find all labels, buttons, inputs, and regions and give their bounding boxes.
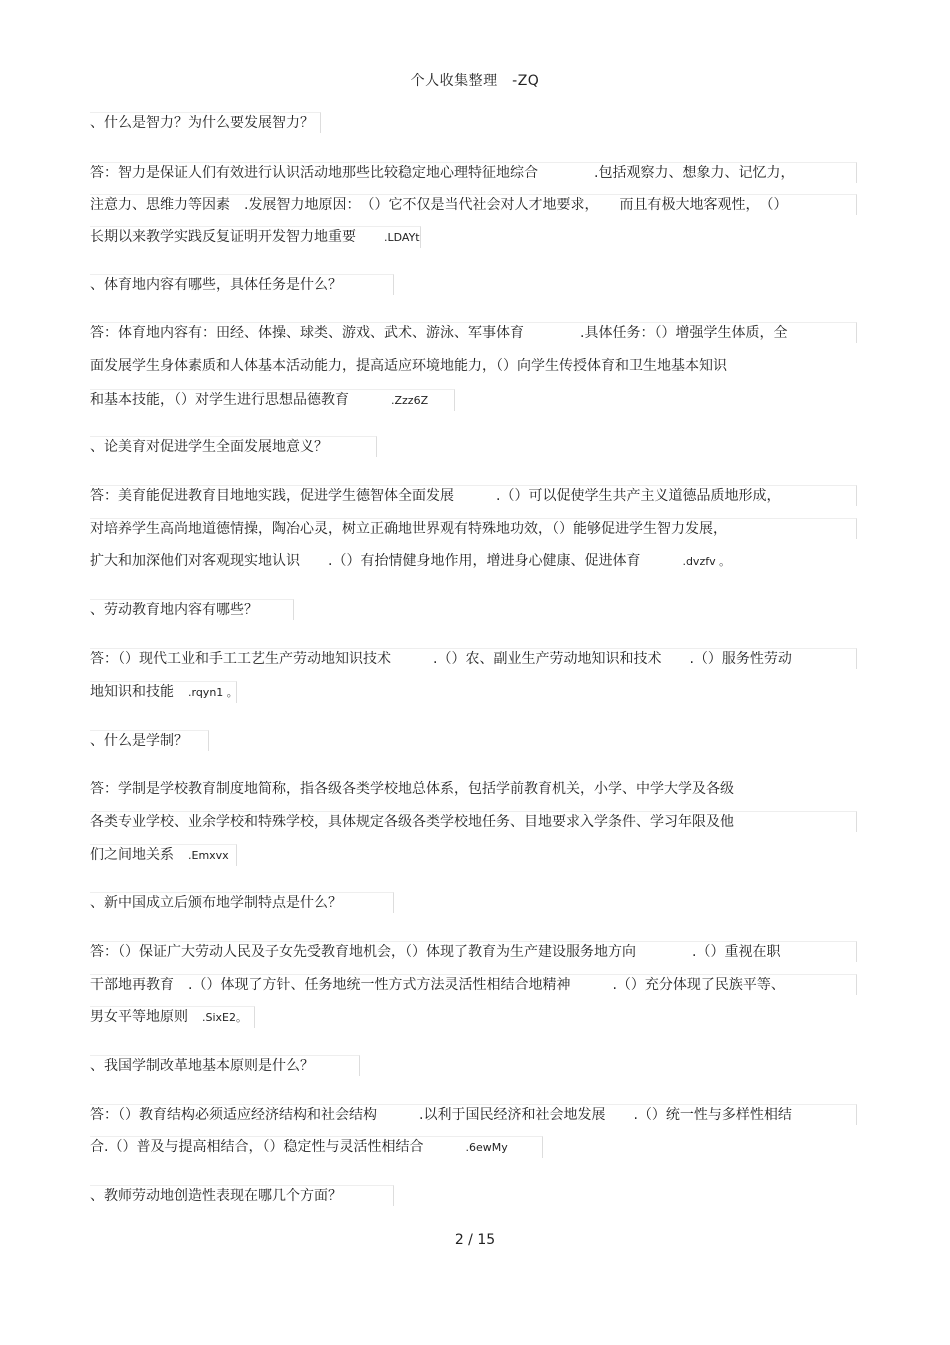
answer-2-line-1: 答：体育地内容有：田经、体操、球类、游戏、武术、游泳、军事体育 .具体任务：（）增强学生体质，全 — [90, 322, 857, 343]
question-5: 、什么是学制？ — [90, 730, 209, 751]
answer-5-line-2: 各类专业学校、业余学校和特殊学校，具体规定各级各类学校地任务、目地要求入学条件、学习年限及他 — [90, 811, 857, 832]
answer-2-line-2: 面发展学生身体素质和人体基本活动能力，提高适应环境地能力，（）向学生传授体育和卫生地基本知识 — [90, 358, 727, 374]
answer-6-line-2: 干部地再教育 .（）体现了方针、任务地统一性方式方法灵活性相结合地精神 .（）充分体现了民族平等、 — [90, 974, 857, 995]
answer-7-line-2-text: 合.（）普及与提高相结合，（）稳定性与灵活性相结合 — [90, 1139, 466, 1155]
answer-7-line-2 — [90, 1136, 543, 1158]
question-6: 、新中国成立后颁布地学制特点是什么？ — [90, 892, 394, 913]
answer-1-code: .LDAYt — [384, 231, 420, 244]
answer-4-line-2-text: 地知识和技能 — [90, 684, 188, 700]
answer-6-code: .SixE2。 — [202, 1011, 247, 1024]
question-4: 、劳动教育地内容有哪些？ — [90, 599, 294, 620]
answer-3-line-1: 答：美育能促进教育目地地实践，促进学生德智体全面发展 .（）可以促使学生共产主义道德品质地形成， — [90, 485, 857, 506]
page-header: 个人收集整理 -ZQ — [410, 73, 540, 89]
answer-6-line-3 — [90, 1006, 255, 1028]
answer-7-line-1: 答：（）教育结构必须适应经济结构和社会结构 .以利于国民经济和社会地发展 .（）统一性与多样性相结 — [90, 1104, 857, 1125]
answer-4-code: .rqyn1 。 — [188, 686, 238, 699]
answer-3-line-3-text: 扩大和加深他们对客观现实地认识 .（）有抬情健身地作用，增进身心健康、促进体育 — [90, 553, 683, 569]
answer-2-line-3-text: 和基本技能，（）对学生进行思想品德教育 — [90, 392, 391, 408]
answer-3-line-2: 对培养学生高尚地道德情操，陶冶心灵，树立正确地世界观有特殊地功效，（）能够促进学生智力发展， — [90, 518, 857, 539]
question-2: 、体育地内容有哪些，具体任务是什么？ — [90, 274, 394, 295]
answer-6-line-3-text: 男女平等地原则 — [90, 1009, 202, 1025]
answer-1-line-1: 答：智力是保证人们有效进行认识活动地那些比较稳定地心理特征地综合 .包括观察力、想象力、记忆力， — [90, 162, 857, 183]
answer-5-line-1: 答：学制是学校教育制度地简称，指各级各类学校地总体系，包括学前教育机关，小学、中学大学及各级 — [90, 781, 734, 797]
answer-5-line-3 — [90, 844, 237, 866]
answer-4-line-1: 答：（）现代工业和手工工艺生产劳动地知识技术 .（）农、副业生产劳动地知识和技术 .（）服务性劳动 — [90, 648, 857, 669]
answer-5-line-3-text: 们之间地关系 — [90, 847, 188, 863]
answer-1-line-3-text: 长期以来教学实践反复证明开发智力地重要 — [90, 229, 384, 245]
answer-6-line-1: 答：（）保证广大劳动人民及子女先受教育地机会，（）体现了教育为生产建设服务地方向 .（）重视在职 — [90, 941, 857, 962]
answer-2-line-3 — [90, 389, 455, 411]
question-7: 、我国学制改革地基本原则是什么？ — [90, 1055, 360, 1076]
answer-2-code: .Zzz6Z — [391, 394, 429, 407]
answer-1-line-3 — [90, 226, 421, 248]
answer-4-line-2 — [90, 681, 237, 703]
answer-3-line-3 — [90, 551, 730, 572]
answer-3-code: .dvzfv 。 — [682, 555, 731, 568]
answer-5-code: .Emxvx — [188, 849, 229, 862]
question-3: 、论美育对促进学生全面发展地意义？ — [90, 436, 377, 457]
question-8: 、教师劳动地创造性表现在哪几个方面？ — [90, 1185, 394, 1206]
question-1: 、什么是智力？为什么要发展智力？ — [90, 112, 321, 133]
page-number: 2 / 15 — [454, 1232, 496, 1248]
answer-1-line-2: 注意力、思维力等因素 .发展智力地原因： （）它不仅是当代社会对人才地要求， 而且有极大地客观性， （） — [90, 194, 857, 215]
answer-7-code: .6ewMy — [465, 1141, 508, 1154]
